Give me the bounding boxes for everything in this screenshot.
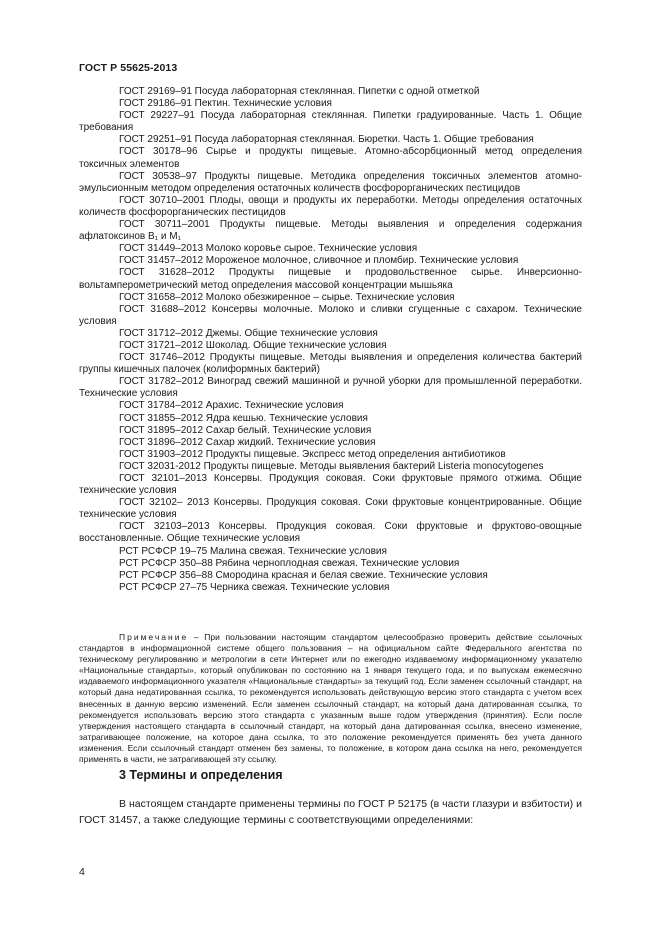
- reference-item: ГОСТ 29186–91 Пектин. Технические условия: [119, 98, 332, 110]
- reference-item: ГОСТ 30711–2001 Продукты пищевые. Методы выявления и определения содержания афлатоксинов B₁ и M₁: [79, 219, 582, 243]
- reference-item: ГОСТ 31449–2013 Молоко коровье сырое. Технические условия: [119, 243, 418, 255]
- reference-item: ГОСТ 30178–96 Сырье и продукты пищевые. Атомно-абсорбционный метод определения токсичных элементов: [79, 146, 582, 170]
- note-label: Примечание: [119, 632, 189, 642]
- section-paragraph: В настоящем стандарте применены термины по ГОСТ Р 52175 (в части глазури и взбитости) и ГОСТ 31457, а также следующие термины с соответствующими определениями:: [79, 798, 582, 826]
- reference-item: ГОСТ 31782–2012 Виноград свежий машинной и ручной уборки для промышленной переработки. Технические условия: [79, 376, 582, 400]
- reference-item: ГОСТ 29251–91 Посуда лабораторная стеклянная. Бюретки. Часть 1. Общие требования: [119, 134, 534, 146]
- reference-item: ГОСТ 32031-2012 Продукты пищевые. Методы выявления бактерий Listeria monocytogenes: [119, 460, 544, 472]
- reference-item: ГОСТ 31457–2012 Мороженое молочное, сливочное и пломбир. Технические условия: [119, 255, 519, 267]
- reference-item: ГОСТ 32101–2013 Консервы. Продукция соковая. Соки фруктовые прямого отжима. Общие технические условия: [79, 473, 582, 497]
- reference-item: ГОСТ 29227–91 Посуда лабораторная стеклянная. Пипетки градуированные. Часть 1. Общие требования: [79, 110, 582, 134]
- reference-item: ГОСТ 31721–2012 Шоколад. Общие технические условия: [119, 339, 387, 351]
- document-header: ГОСТ Р 55625-2013: [79, 62, 178, 74]
- reference-item: ГОСТ 31903–2012 Продукты пищевые. Экспресс метод определения антибиотиков: [119, 448, 506, 460]
- note-text: – При пользовании настоящим стандартом целесообразно проверить действие ссылочных стандартов в информационной системе общего пользования – на официальном сайте Федерального агентства по техническому регулированию и метрологии в сети Интернет или по ежегодно издаваемому информационному указателю «Национальные стандарты», который опубликован по состоянию на 1 января текущего года, и по выпускам ежемесячно издаваемого информационного указателя «Национальные стандарты» за текущий год. Если заменен ссылочный стандарт, на который дана недатированная ссылка, то рекомендуется использовать действующую версию этого стандарта с учетом всех внесенных в данную версию изменений. Если заменен ссылочный стандарт, на который дана датированная ссылка, то рекомендуется использовать версию этого стандарта с указанным выше годом утверждения (принятия). Если после утверждения настоящего стандарта в ссылочный стандарт, на который дана датированная ссылка, внесено изменение, затрагивающее положение, на которое дана ссылка, то это положение рекомендуется применять без учета данного изменения. Если ссылочный стандарт отменен без замены, то положение, в котором дана ссылка на него, рекомендуется применять в части, не затрагивающей эту ссылку.: [79, 632, 582, 765]
- reference-item: ГОСТ 32102– 2013 Консервы. Продукция соковая. Соки фруктовые концентрированные. Общие технические условия: [79, 497, 582, 521]
- reference-item: ГОСТ 31658–2012 Молоко обезжиренное – сырье. Технические условия: [119, 291, 455, 303]
- reference-item: ГОСТ 30538–97 Продукты пищевые. Методика определения токсичных элементов атомно-эмульсионным методом определения остаточных количеств фосфорорганических пестицидов: [79, 170, 582, 194]
- section-title: 3 Термины и определения: [119, 768, 283, 782]
- page-number: 4: [79, 866, 85, 878]
- note-paragraph: [79, 632, 582, 765]
- normative-references-list: [79, 86, 582, 594]
- reference-item: РСТ РСФСР 19–75 Малина свежая. Технические условия: [119, 545, 387, 557]
- reference-item: ГОСТ 31688–2012 Консервы молочные. Молоко и сливки сгущенные с сахаром. Технические условия: [79, 303, 582, 327]
- reference-item: ГОСТ 31712–2012 Джемы. Общие технические условия: [119, 327, 378, 339]
- reference-item: ГОСТ 32103–2013 Консервы. Продукция соковая. Соки фруктовые и фруктово-овощные восстановленные. Общие технические условия: [79, 521, 582, 545]
- reference-item: ГОСТ 31784–2012 Арахис. Технические условия: [119, 400, 344, 412]
- reference-item: ГОСТ 29169–91 Посуда лабораторная стеклянная. Пипетки с одной отметкой: [119, 86, 480, 97]
- reference-item: РСТ РСФСР 350–88 Рябина черноплодная свежая. Технические условия: [119, 557, 460, 569]
- reference-item: ГОСТ 31895–2012 Сахар белый. Технические условия: [119, 424, 372, 436]
- reference-item: ГОСТ 31896–2012 Сахар жидкий. Технические условия: [119, 436, 376, 448]
- reference-item: ГОСТ 31628–2012 Продукты пищевые и продовольственное сырье. Инверсионно-вольтамперометрический метод определения массовой концентрации мышьяка: [79, 267, 582, 291]
- reference-item: ГОСТ 31746–2012 Продукты пищевые. Методы выявления и определения количества бактерий группы кишечных палочек (колиформных бактерий): [79, 352, 582, 376]
- reference-item: РСТ РСФСР 356–88 Смородина красная и белая свежие. Технические условия: [119, 569, 488, 581]
- reference-item: ГОСТ 30710–2001 Плоды, овощи и продукты их переработки. Методы определения остаточных количеств фосфорорганических пестицидов: [79, 194, 582, 218]
- reference-item: ГОСТ 31855–2012 Ядра кешью. Технические условия: [119, 412, 368, 424]
- reference-item: РСТ РСФСР 27–75 Черника свежая. Технические условия: [119, 581, 390, 593]
